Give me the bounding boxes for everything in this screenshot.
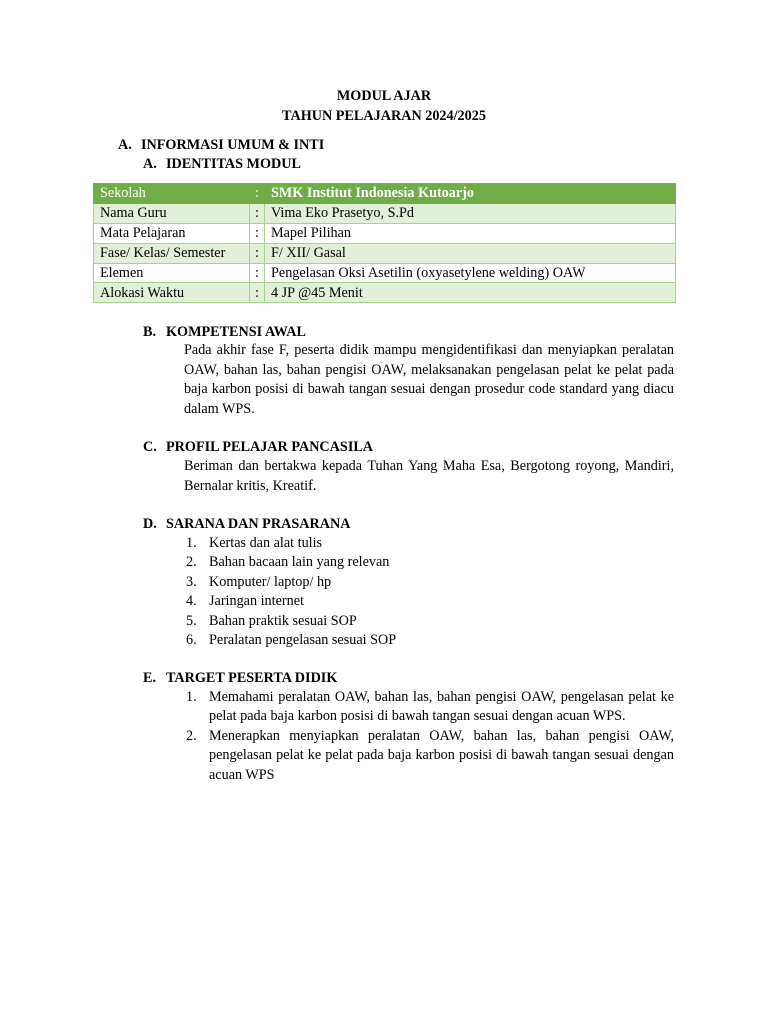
list-number: 1. xyxy=(186,689,197,705)
table-cell-separator: : xyxy=(250,203,265,223)
sarana-list xyxy=(184,534,674,650)
table-row xyxy=(94,223,676,243)
section-title: KOMPETENSI AWAL xyxy=(166,324,306,340)
document-title: MODUL AJAR xyxy=(336,88,432,104)
section-heading-kompetensi xyxy=(143,323,306,341)
table-row xyxy=(94,283,676,303)
list-number: 6. xyxy=(186,632,197,649)
profil-paragraph: Beriman dan bertakwa kepada Tuhan Yang Maha Esa, Bergotong royong, Mandiri, Bernalar kritis, Kreatif. xyxy=(184,458,674,494)
table-cell-label: Elemen xyxy=(94,263,250,283)
list-item xyxy=(184,727,674,785)
table-row xyxy=(94,263,676,283)
list-text: Bahan praktik sesuai SOP xyxy=(209,612,357,629)
section-letter: A. xyxy=(143,156,157,172)
section-letter: B. xyxy=(143,324,157,340)
list-text: Bahan bacaan lain yang relevan xyxy=(209,554,390,571)
list-number: 2. xyxy=(186,727,197,744)
table-cell-value: Vima Eko Prasetyo, S.Pd xyxy=(265,203,676,223)
table-cell-label: Alokasi Waktu xyxy=(94,283,250,303)
list-text: Kertas dan alat tulis xyxy=(209,535,323,551)
list-text: Komputer/ laptop/ hp xyxy=(209,573,332,590)
list-number: 2. xyxy=(186,554,197,571)
table-cell-separator: : xyxy=(250,243,265,263)
table-row xyxy=(94,203,676,223)
section-letter: D. xyxy=(143,516,157,532)
section-heading-informasi xyxy=(118,136,324,154)
table-cell-label: Nama Guru xyxy=(94,203,250,223)
kompetensi-paragraph: Pada akhir fase F, peserta didik mampu mengidentifikasi dan menyiapkan peralatan OAW, bahan las, bahan pengisi OAW, melaksanakan pengelasan pelat ke pelat pada baja karbon posisi di bawah tangan sesuai dengan prosedur code standard yang diacu dalam WPS. xyxy=(184,342,674,417)
document-subtitle: TAHUN PELAJARAN 2024/2025 xyxy=(282,108,486,124)
section-letter: C. xyxy=(143,439,157,455)
target-list xyxy=(184,688,674,785)
list-text: Memahami peralatan OAW, bahan las, bahan pengisi OAW, pengelasan pelat ke pelat pada baja karbon posisi di bawah tangan sesuai dengan acuan WPS. xyxy=(209,689,674,725)
section-heading-identitas xyxy=(143,155,301,173)
list-item xyxy=(184,631,674,650)
table-cell-label: Fase/ Kelas/ Semester xyxy=(94,243,250,263)
table-cell-label: Mata Pelajaran xyxy=(94,223,250,243)
list-text: Peralatan pengelasan sesuai SOP xyxy=(209,632,397,649)
section-heading-target xyxy=(143,669,337,687)
list-item xyxy=(184,573,674,592)
list-number: 1. xyxy=(186,535,197,551)
list-item xyxy=(184,592,674,611)
table-row xyxy=(94,243,676,263)
list-text: Menerapkan menyiapkan peralatan OAW, bahan las, bahan pengisi OAW, pengelasan pelat ke pelat pada baja karbon posisi di bawah tangan sesuai dengan acuan WPS xyxy=(209,727,674,783)
table-cell-label: Sekolah xyxy=(94,184,250,204)
section-title: SARANA DAN PRASARANA xyxy=(166,516,351,532)
list-item xyxy=(184,688,674,727)
table-cell-value: Mapel Pilihan xyxy=(265,223,676,243)
identity-table xyxy=(93,183,676,303)
table-cell-value: 4 JP @45 Menit xyxy=(265,283,676,303)
list-item xyxy=(184,534,674,553)
section-title: PROFIL PELAJAR PANCASILA xyxy=(166,439,374,455)
list-number: 3. xyxy=(186,573,197,590)
section-title: INFORMASI UMUM & INTI xyxy=(141,137,325,153)
list-text: Jaringan internet xyxy=(209,593,304,610)
section-heading-profil xyxy=(143,438,373,456)
table-cell-separator: : xyxy=(250,223,265,243)
table-cell-value: SMK Institut Indonesia Kutoarjo xyxy=(265,184,676,204)
table-cell-value: F/ XII/ Gasal xyxy=(265,243,676,263)
section-title: IDENTITAS MODUL xyxy=(166,156,301,172)
list-number: 5. xyxy=(186,612,197,629)
table-cell-value: Pengelasan Oksi Asetilin (oxyasetylene welding) OAW xyxy=(265,263,676,283)
list-number: 4. xyxy=(186,593,197,610)
table-row xyxy=(94,184,676,204)
list-item xyxy=(184,553,674,572)
section-letter: E. xyxy=(143,670,157,686)
section-letter: A. xyxy=(118,137,132,153)
section-title: TARGET PESERTA DIDIK xyxy=(166,670,338,686)
table-cell-separator: : xyxy=(250,263,265,283)
section-heading-sarana xyxy=(143,515,350,533)
table-cell-separator: : xyxy=(250,283,265,303)
table-cell-separator: : xyxy=(250,184,265,204)
list-item xyxy=(184,612,674,631)
